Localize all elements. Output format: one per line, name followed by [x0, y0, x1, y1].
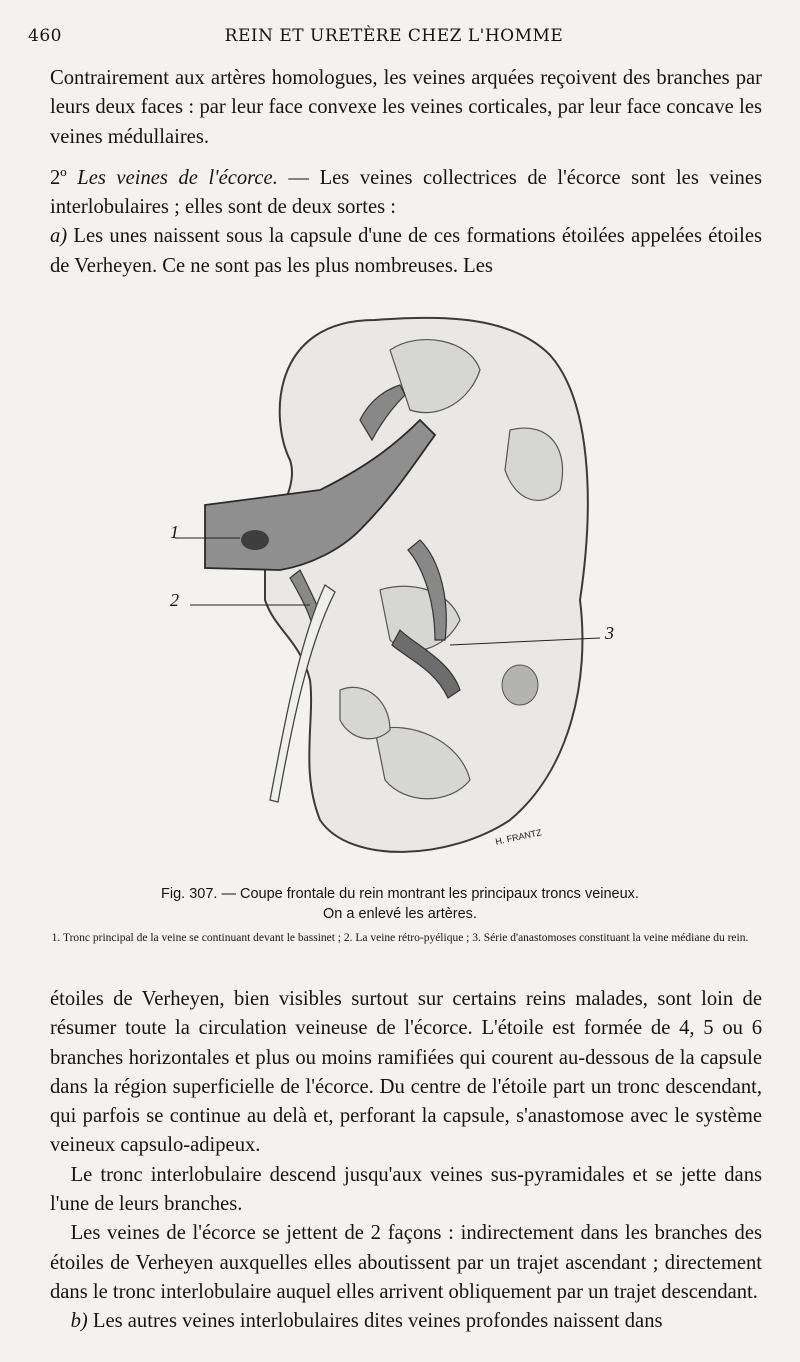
- top-text-block: [50, 64, 762, 281]
- section-number: 2º: [50, 166, 67, 189]
- vein-cross-section: [502, 665, 538, 705]
- kidney-illustration: [150, 300, 620, 870]
- section-heading: Les veines de l'écorce.: [77, 166, 278, 189]
- paragraph-b: [50, 1307, 762, 1336]
- item-marker-b: b): [70, 1310, 88, 1333]
- paragraph-veines-arquees: Contrairement aux artères homologues, les veines arquées reçoivent des branches par leurs deux faces : par leur face convexe les veines corticales, par leur face concave les veines médullaires.: [50, 67, 762, 148]
- paragraph-tronc: Le tronc interlobulaire descend jusqu'aux veines sus-pyramidales et se jette dans l'une de leurs branches.: [50, 1163, 762, 1216]
- paragraph-veines-ecorce: [50, 164, 762, 223]
- artist-signature: H. FRANTZ: [494, 827, 543, 847]
- bottom-text-block: [50, 985, 762, 1337]
- running-title: REIN ET URETÈRE CHEZ L'HOMME: [224, 26, 564, 46]
- vein-lumen: [241, 530, 269, 550]
- item-marker-a: a): [50, 225, 68, 248]
- figure-caption-legend: 1. Tronc principal de la veine se continuant devant le bassinet ; 2. La veine rétro-pyélique ; 3. Série d'anastomoses constituant la veine médiane du rein.: [51, 932, 749, 944]
- item-text-a: Les unes naissent sous la capsule d'une de ces formations étoilées appelées étoiles de Verheyen. Ce ne sont pas les plus nombreuses. Les: [50, 225, 762, 277]
- paragraph-etoiles: étoiles de Verheyen, bien visibles surtout sur certains reins malades, sont loin de résumer toute la circulation veineuse de l'écorce. L'étoile est formée de 4, 5 ou 6 branches horizontales et plus ou moins ramifiées qui courent au-dessous de la capsule dans la région superficielle de l'écorce. Du centre de l'étoile part un tronc descendant, qui parfois se continue au delà et, perforant la capsule, s'anastomose avec le système veineux capsulo-adipeux.: [50, 988, 762, 1157]
- figure-caption-subtitle: On a enlevé les artères.: [323, 906, 477, 922]
- item-text-b: Les autres veines interlobulaires dites veines profondes naissent dans: [87, 1310, 663, 1333]
- kidney-figure: [150, 300, 620, 870]
- page-number: 460: [28, 26, 62, 46]
- paragraph-a: [50, 222, 762, 281]
- figure-caption-title: Fig. 307. — Coupe frontale du rein montrant les principaux troncs veineux.: [161, 886, 639, 902]
- figure-label-2: 2: [170, 590, 179, 610]
- figure-label-3: 3: [605, 623, 614, 643]
- running-head: [28, 26, 760, 52]
- figure-label-1: 1: [170, 522, 179, 542]
- section-text: — Les veines collectrices de l'écorce sont les veines interlobulaires ; elles sont de deux sortes :: [50, 166, 763, 219]
- paragraph-jettent: Les veines de l'écorce se jettent de 2 façons : indirectement dans les branches des étoiles de Verheyen auxquelles elles aboutissent par un trajet ascendant ; directement dans le tronc interlobulaire auquel elles arrivent obliquement par un trajet descendant.: [50, 1222, 762, 1303]
